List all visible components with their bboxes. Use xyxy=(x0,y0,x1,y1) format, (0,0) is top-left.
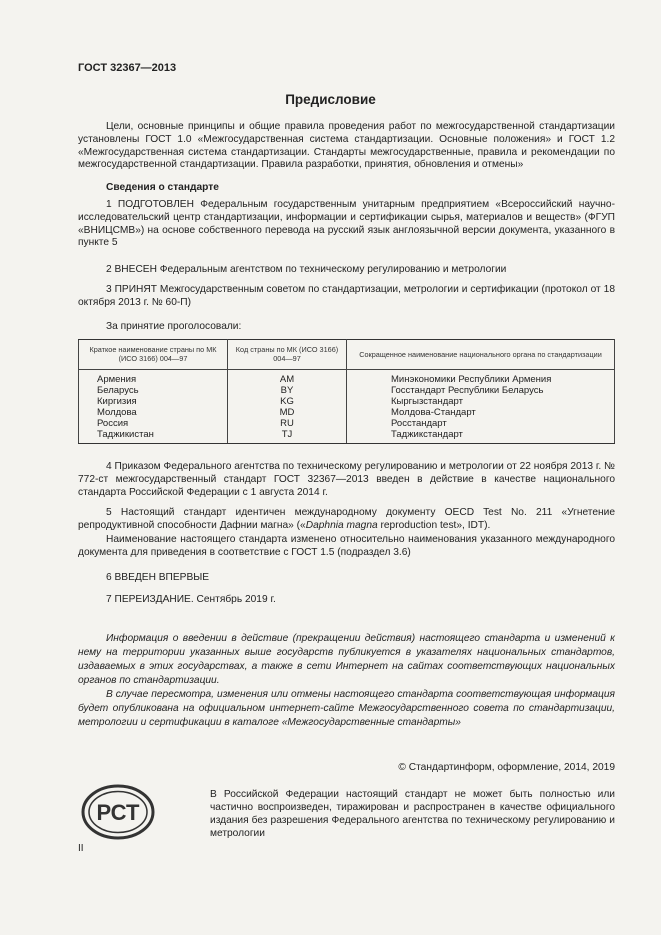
voting-table xyxy=(78,339,615,444)
table-row xyxy=(79,407,615,418)
copyright-notice xyxy=(210,788,615,840)
table-row xyxy=(79,396,615,407)
cell-body: Минэкономики Республики Армения xyxy=(347,370,615,386)
document-number-header: ГОСТ 32367—2013 xyxy=(78,62,177,74)
item-2 xyxy=(78,264,615,277)
cell-code: BY xyxy=(228,385,347,396)
rst-logo-icon xyxy=(80,782,156,842)
cell-body: Таджикстандарт xyxy=(347,429,615,444)
item-5-italic: Daphnia magna xyxy=(305,519,378,531)
logo-lettering: РСТ xyxy=(96,800,140,825)
cell-country: Таджикистан xyxy=(79,429,228,444)
cell-country: Киргизия xyxy=(79,396,228,407)
cell-country: Армения xyxy=(79,370,228,386)
cell-body: Кыргызстандарт xyxy=(347,396,615,407)
cell-code: AM xyxy=(228,370,347,386)
cell-body: Росстандарт xyxy=(347,418,615,429)
table-header-body: Сокращенное наименование национального органа по стандартизации xyxy=(347,340,615,370)
section-subtitle: Сведения о стандарте xyxy=(106,182,219,193)
rst-logo xyxy=(80,782,156,842)
item-7 xyxy=(78,594,615,607)
cell-code: KG xyxy=(228,396,347,407)
notice-text: В Российской Федерации настоящий стандарт не может быть полностью или частично воспроизведен, тиражирован и распространен в качестве официального издания без разрешения Федерального агентства по техническому регулированию и метрологии xyxy=(210,789,615,839)
intro-text: Цели, основные принципы и общие правила проведения работ по межгосударственной стандартизации установлены ГОСТ 1.0 «Межгосударственная система стандартизации. Основные положения» и ГОСТ 1.2 «Межгосударственная система стандартизации. Стандарты межгосударственные, правила и рекомендации по межгосударственной стандартизации. Правила разработки, принятия, обновления и отмены» xyxy=(78,121,615,171)
table-row xyxy=(79,385,615,396)
table-header-code: Код страны по МК (ИСО 3166) 004—97 xyxy=(228,340,347,370)
item-1 xyxy=(78,199,615,250)
table-row xyxy=(79,418,615,429)
info-paragraph-2 xyxy=(78,688,615,730)
item-5 xyxy=(78,507,615,533)
table-caption: За принятие проголосовали: xyxy=(106,321,242,332)
item-6-text: 6 ВВЕДЕН ВПЕРВЫЕ xyxy=(106,572,210,583)
table-header-row xyxy=(79,340,615,370)
page-number: II xyxy=(78,843,84,854)
cell-body: Госстандарт Республики Беларусь xyxy=(347,385,615,396)
info-text-2: В случае пересмотра, изменения или отмены настоящего стандарта соответствующая информация будет опубликована на официальном интернет-сайте Межгосударственного совета по стандартизации, метрологии и сертификации в каталоге «Межгосударственные стандарты» xyxy=(78,689,615,728)
cell-code: RU xyxy=(228,418,347,429)
table-row xyxy=(79,429,615,444)
cell-country: Беларусь xyxy=(79,385,228,396)
item-5-text-end: reproduction test», IDT). xyxy=(377,519,491,531)
copyright-line: © Стандартинформ, оформление, 2014, 2019 xyxy=(398,762,615,773)
cell-country: Россия xyxy=(79,418,228,429)
item-3 xyxy=(78,284,615,310)
info-paragraph-1 xyxy=(78,632,615,688)
item-3-text: 3 ПРИНЯТ Межгосударственным советом по стандартизации, метрологии и сертификации (протокол от 18 октября 2013 г. № 60-П) xyxy=(78,284,615,308)
table-header-country: Краткое наименование страны по МК (ИСО 3166) 004—97 xyxy=(79,340,228,370)
item-4 xyxy=(78,461,615,499)
info-text-1: Информация о введении в действие (прекращении действия) настоящего стандарта и изменений к нему на территории указанных выше государств публикуется в указателях национальных стандартов, издаваемых в этих государствах, а также в сети Интернет на сайтах соответствующих национальных органов по стандартизации. xyxy=(78,633,615,686)
item-4-text: 4 Приказом Федерального агентства по техническому регулированию и метрологии от 22 ноября 2013 г. № 772-ст межгосударственный стандарт ГОСТ 32367—2013 введен в действие в качестве национального стандарта Российской Федерации с 1 августа 2014 г. xyxy=(78,461,615,498)
cell-body: Молдова-Стандарт xyxy=(347,407,615,418)
item-7-text: 7 ПЕРЕИЗДАНИЕ. Сентябрь 2019 г. xyxy=(106,594,276,605)
item-6 xyxy=(78,572,615,585)
item-5-note xyxy=(78,534,615,560)
item-5-note-text: Наименование настоящего стандарта изменено относительно наименования указанного международного документа для приведения в соответствие с ГОСТ 1.5 (подраздел 3.6) xyxy=(78,534,615,558)
page-title: Предисловие xyxy=(285,92,376,107)
cell-code: TJ xyxy=(228,429,347,444)
item-1-text: 1 ПОДГОТОВЛЕН Федеральным государственным унитарным предприятием «Всероссийский научно-исследовательский центр стандартизации, информации и сертификации сырья, материалов и веществ» (ФГУП «ВНИЦСМВ») на основе собственного перевода на русский язык англоязычной версии документа, указанного в пункте 5 xyxy=(78,199,615,249)
item-5-text: 5 Настоящий стандарт идентичен международному документу OECD Test No. 211 «Угнетение репродуктивной способности Дафнии магна» (« xyxy=(78,507,615,531)
table-row xyxy=(79,370,615,386)
cell-code: MD xyxy=(228,407,347,418)
item-2-text: 2 ВНЕСЕН Федеральным агентством по техническому регулированию и метрологии xyxy=(106,264,507,275)
intro-paragraph xyxy=(78,121,615,172)
cell-country: Молдова xyxy=(79,407,228,418)
